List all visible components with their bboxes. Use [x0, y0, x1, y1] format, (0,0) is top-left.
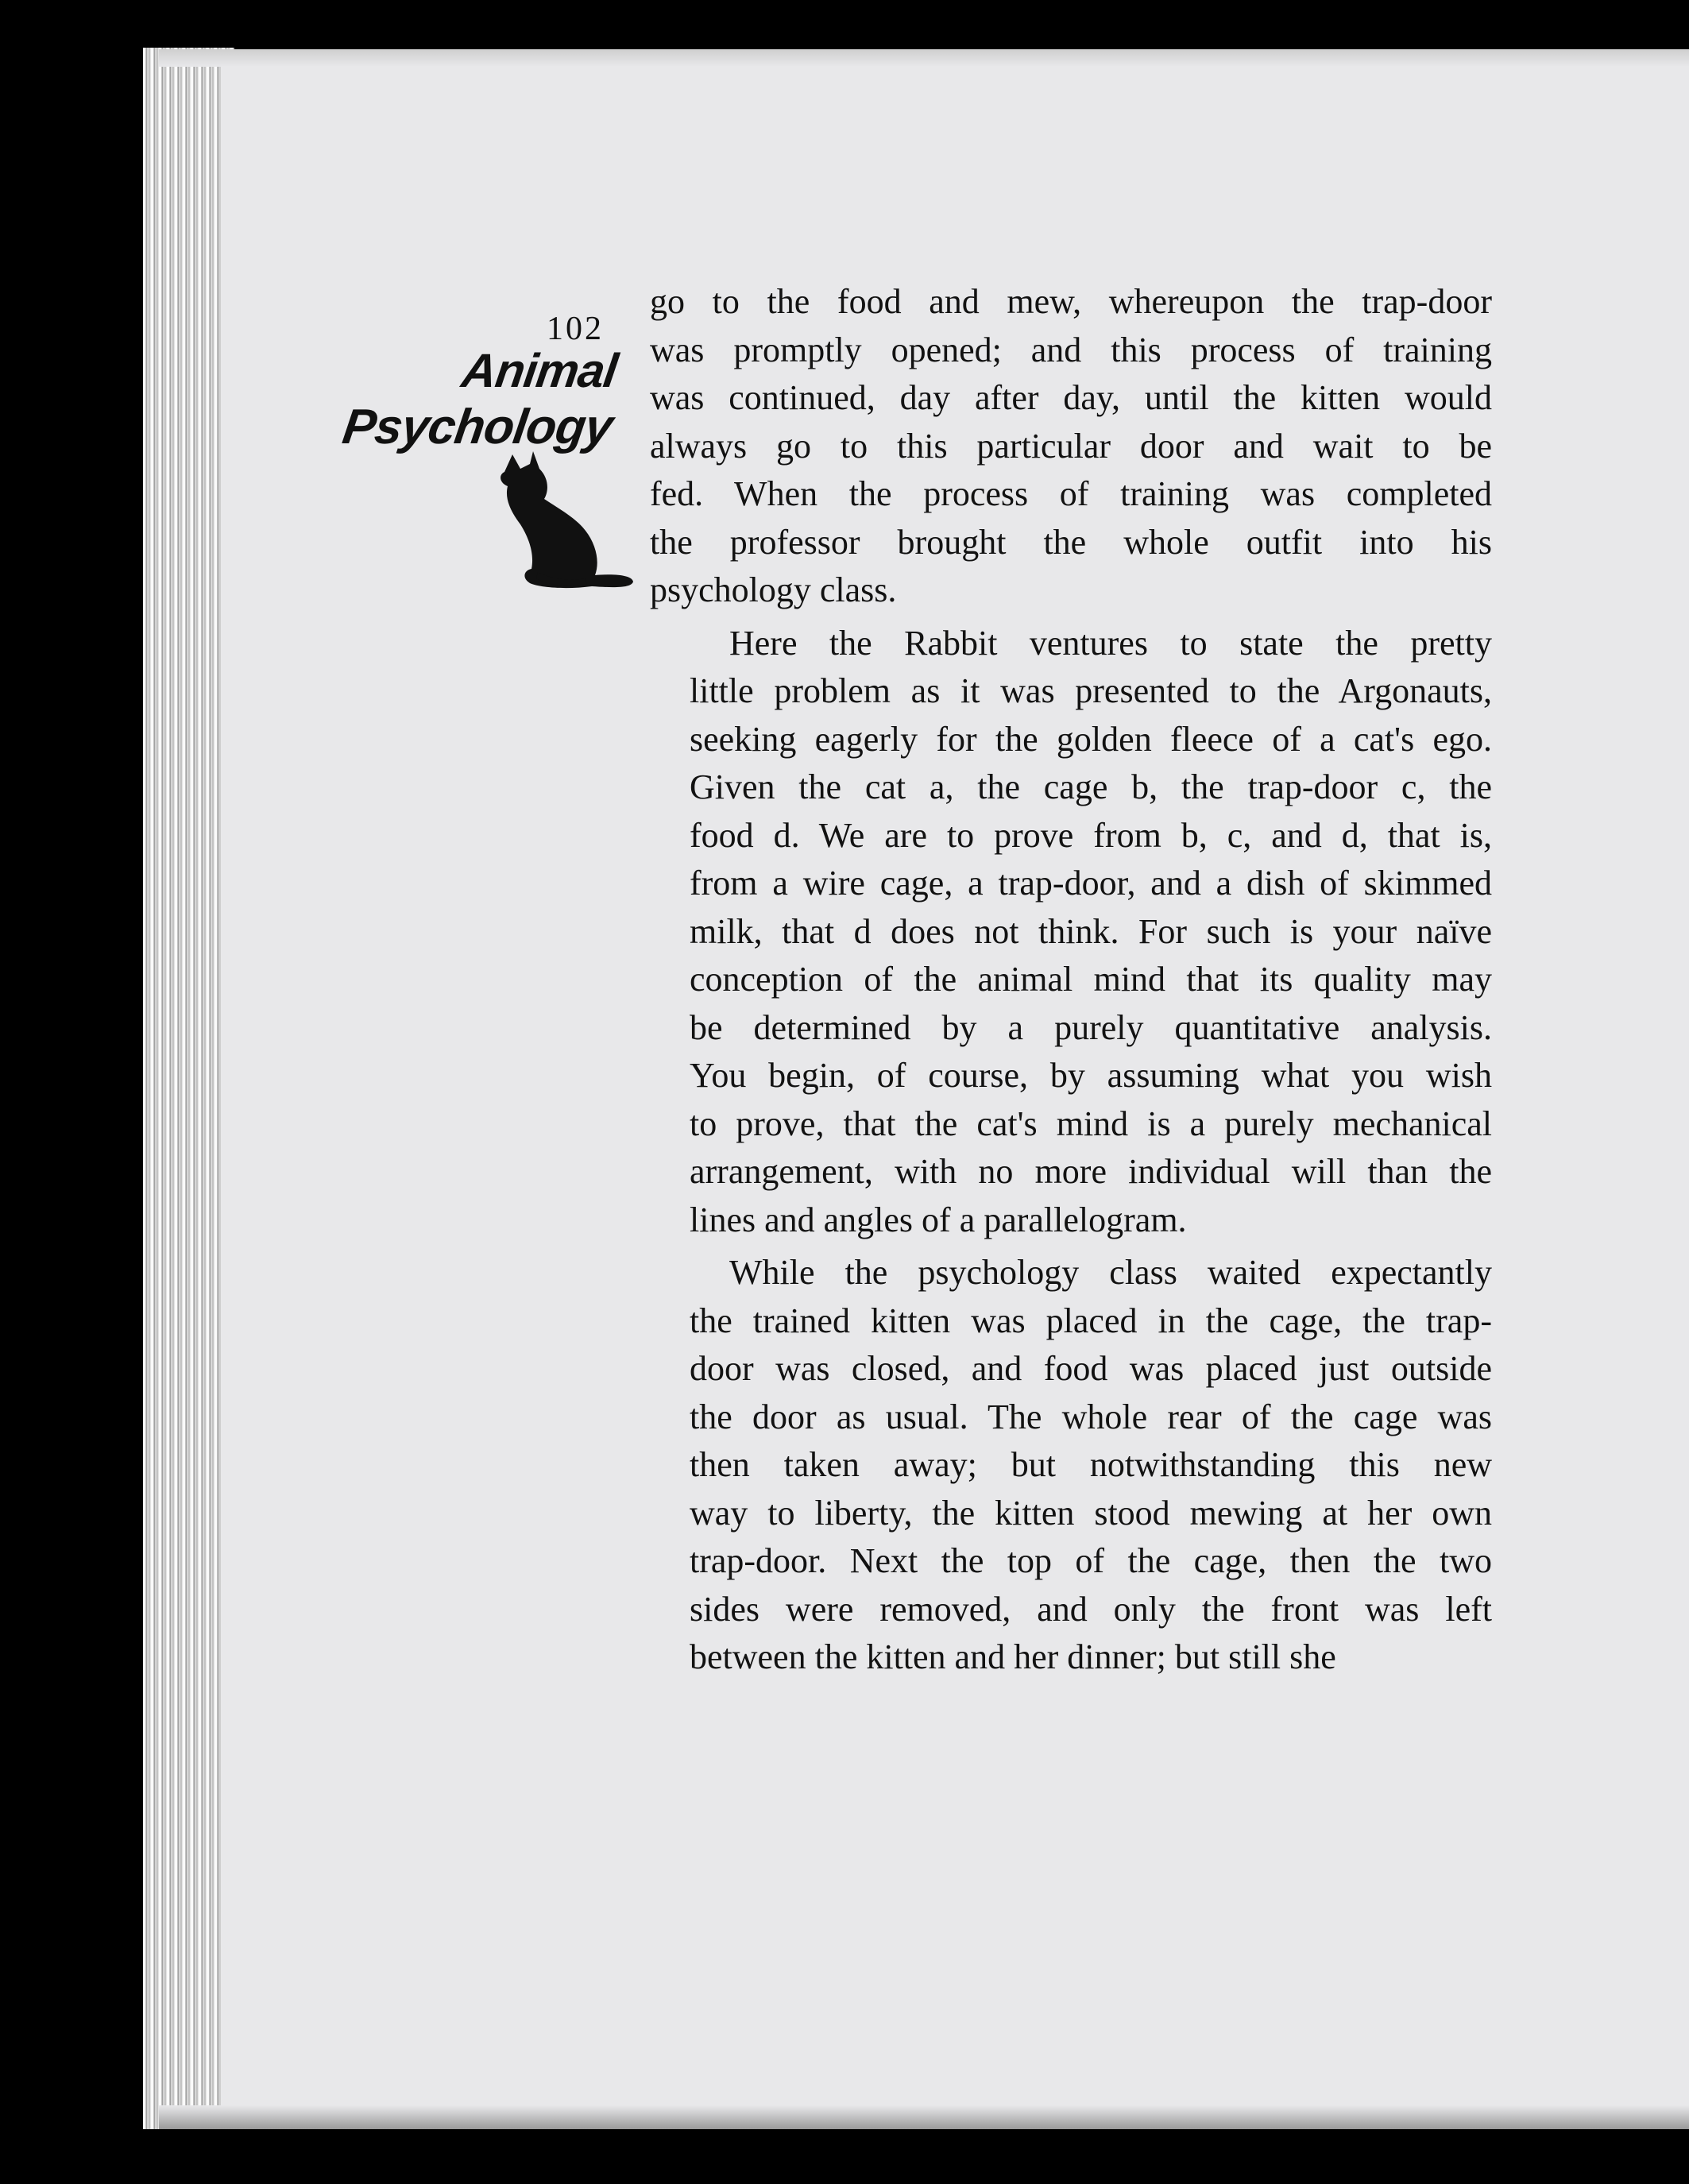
text-line: from a wire cage, a trap-door, and a dish of skimmed: [690, 864, 1492, 903]
text-line: then taken away; but notwithstanding this new: [690, 1445, 1492, 1484]
text-line: always go to this particular door and wait to be: [650, 426, 1492, 466]
text-line: sides were removed, and only the front was left: [690, 1589, 1492, 1629]
text-line: Here the Rabbit ventures to state the pretty: [729, 623, 1492, 663]
page-top-shadow: [159, 49, 1689, 67]
text-line: go to the food and mew, whereupon the trap-door: [650, 282, 1492, 321]
text-line: conception of the animal mind that its quality may: [690, 960, 1492, 999]
text-line: seeking eagerly for the golden fleece of a cat's ego.: [690, 719, 1492, 759]
running-head-animal: Animal: [458, 344, 620, 397]
paragraph: [650, 1249, 1492, 1682]
text-line: to prove, that the cat's mind is a purely mechanical: [690, 1104, 1492, 1143]
text-line: way to liberty, the kitten stood mewing at her own: [690, 1493, 1492, 1533]
text-line: trap-door. Next the top of the cage, then the two: [690, 1541, 1492, 1580]
page-bottom-shadow: [159, 2105, 1689, 2129]
text-line: little problem as it was presented to the Argonauts,: [690, 671, 1492, 710]
paragraph: [650, 278, 1492, 615]
text-line: was continued, day after day, until the kitten would: [650, 378, 1492, 417]
text-line: door was closed, and food was placed just outside: [690, 1349, 1492, 1388]
text-line: was promptly opened; and this process of training: [650, 330, 1492, 369]
text-line: lines and angles of a parallelogram.: [690, 1200, 1187, 1239]
text-line: milk, that d does not think. For such is your naïve: [690, 911, 1492, 951]
text-line: psychology class.: [650, 570, 897, 609]
cat-silhouette-icon: [497, 451, 636, 594]
text-line: arrangement, with no more individual will than the: [690, 1152, 1492, 1191]
running-head-psychology: Psychology: [339, 400, 616, 454]
text-line: fed. When the process of training was completed: [650, 474, 1492, 513]
text-line: the door as usual. The whole rear of the cage was: [690, 1397, 1492, 1436]
text-line: food d. We are to prove from b, c, and d, that is,: [690, 815, 1492, 855]
text-line: between the kitten and her dinner; but still she: [690, 1637, 1336, 1676]
text-line: the professor brought the whole outfit into his: [650, 522, 1492, 562]
text-line: the trained kitten was placed in the cage, the trap-: [690, 1301, 1492, 1340]
paragraph: [650, 620, 1492, 1245]
text-line: While the psychology class waited expectantly: [729, 1253, 1492, 1292]
body-text: [650, 278, 1492, 1682]
text-line: Given the cat a, the cage b, the trap-door c, the: [690, 767, 1492, 806]
text-line: You begin, of course, by assuming what you wish: [690, 1056, 1492, 1095]
page-number: 102: [547, 311, 604, 347]
text-line: be determined by a purely quantitative analysis.: [690, 1007, 1492, 1047]
